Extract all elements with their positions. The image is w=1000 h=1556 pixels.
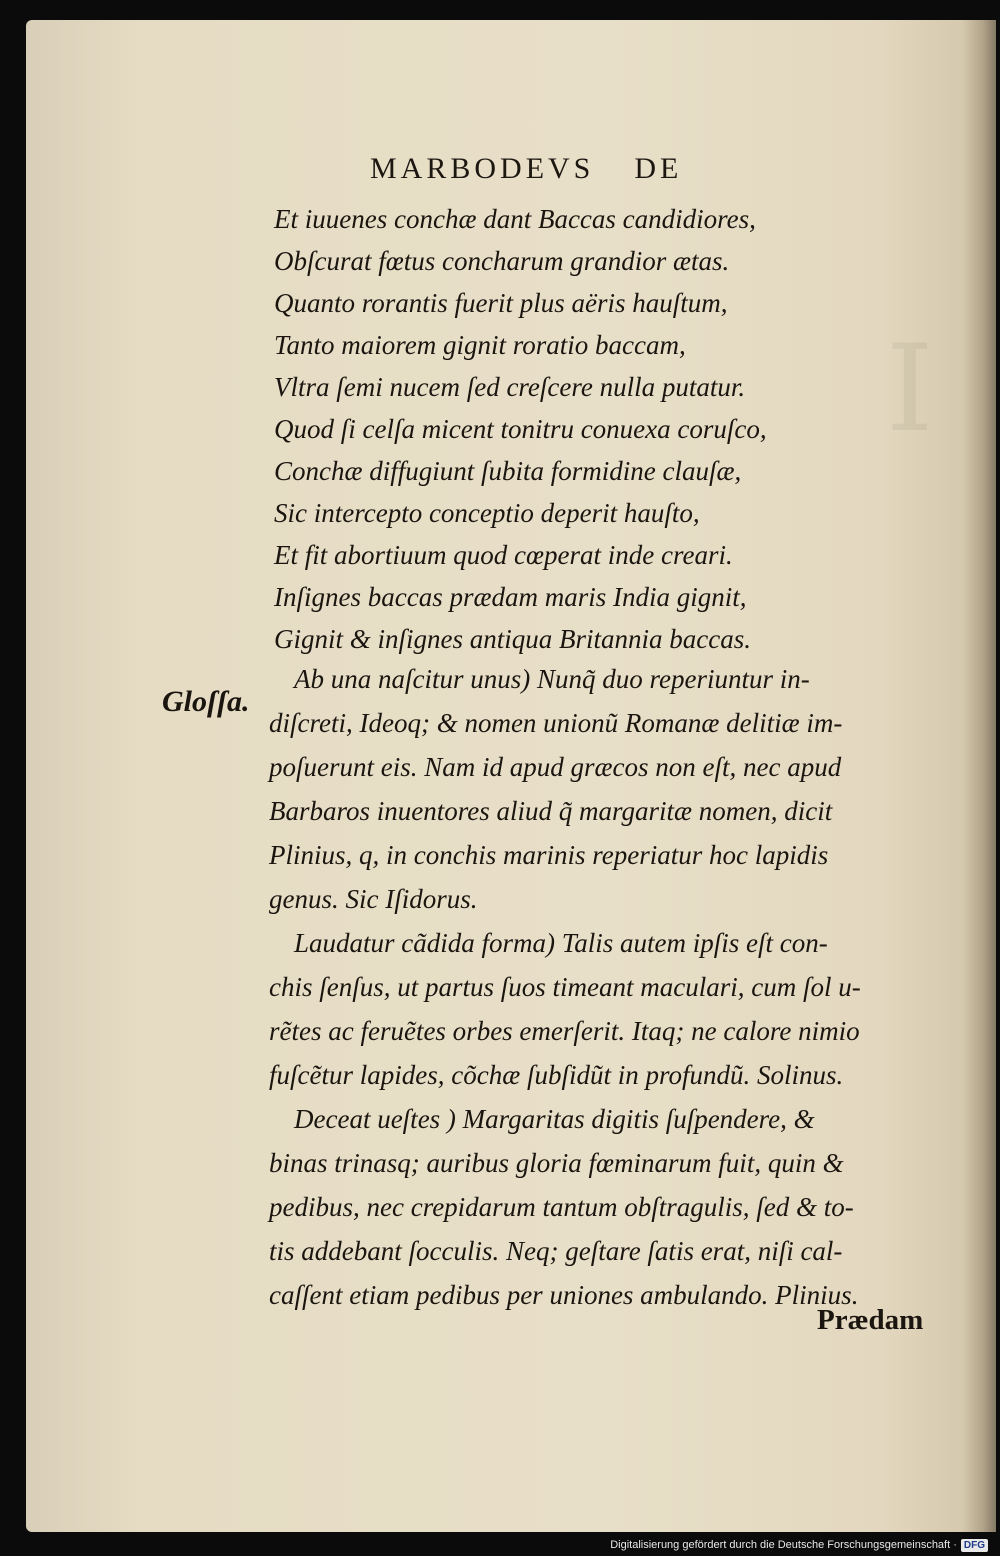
catchword: Prædam: [817, 1304, 924, 1336]
verse-line: Quanto rorantis fuerit plus aëris hauſtum,: [274, 288, 728, 318]
gloss-line: pedibus, nec crepidarum tantum obſtragulis, ſed & to-: [269, 1192, 854, 1222]
verse-line: Et fit abortiuum quod cœperat inde creari.: [274, 540, 733, 570]
gloss-line: fuſcẽtur lapides, cõchæ ſubſidũt in profundũ. Solinus.: [269, 1060, 844, 1090]
gloss-line: Deceat ueſtes ) Margaritas digitis ſuſpendere, &: [294, 1104, 815, 1134]
verse-line: Conchæ diffugiunt ſubita formidine clauſæ,: [274, 456, 742, 486]
gloss-line: chis ſenſus, ut partus ſuos timeant maculari, cum ſol u-: [269, 972, 861, 1002]
header-right: DE: [634, 152, 683, 185]
verse-line: Tanto maiorem gignit roratio baccam,: [274, 330, 686, 360]
verse-line: Obſcurat fœtus concharum grandior ætas.: [274, 246, 730, 276]
verse-line: Vltra ſemi nucem ſed creſcere nulla putatur.: [274, 372, 746, 402]
gloss-line: genus. Sic Iſidorus.: [269, 884, 478, 914]
running-header: [370, 152, 682, 186]
header-left: MARBODEVS: [370, 152, 595, 185]
gloss-line: Ab una naſcitur unus) Nunq̃ duo reperiuntur in-: [294, 664, 810, 694]
gloss-line: poſuerunt eis. Nam id apud græcos non eſt, nec apud: [269, 752, 842, 782]
gloss-line: caſſent etiam pedibus per uniones ambulando. Plinius.: [269, 1280, 859, 1310]
gloss-line: Barbaros inuentores aliud q̃ margaritæ nomen, dicit: [269, 796, 833, 826]
verse-line: Gignit & inſignes antiqua Britannia baccas.: [274, 624, 751, 654]
footer-text: Digitalisierung gefördert durch die Deutsche Forschungsgemeinschaft ·: [610, 1539, 957, 1551]
show-through-bleed: I: [886, 320, 934, 459]
verse-line: Et iuuenes conchæ dant Baccas candidiores,: [274, 204, 756, 234]
gloss-line: Laudatur cãdida forma) Talis autem ipſis eſt con-: [294, 928, 828, 958]
page-spine-shadow: [962, 20, 996, 1532]
gloss-line: binas trinasq; auribus gloria fœminarum fuit, quin &: [269, 1148, 844, 1178]
dfg-logo-icon: DFG: [961, 1539, 988, 1552]
gloss-marginal-label: Gloſſa.: [162, 685, 250, 718]
digitization-footer: [610, 1536, 988, 1554]
gloss-line: diſcreti, Ideoq; & nomen unionũ Romanæ delitiæ im-: [269, 708, 843, 738]
gloss-line: rẽtes ac feruẽtes orbes emerſerit. Itaq; ne calore nimio: [269, 1016, 860, 1046]
verse-line: Quod ſi celſa micent tonitru conuexa coruſco,: [274, 414, 767, 444]
gloss-line: Plinius, q, in conchis marinis reperiatur hoc lapidis: [269, 840, 829, 870]
verse-line: Sic intercepto conceptio deperit hauſto,: [274, 498, 700, 528]
book-page: [26, 20, 996, 1532]
verse-line: Inſignes baccas prædam maris India gignit,: [274, 582, 747, 612]
gloss-line: tis addebant ſocculis. Neq; geſtare ſatis erat, niſi cal-: [269, 1236, 843, 1266]
